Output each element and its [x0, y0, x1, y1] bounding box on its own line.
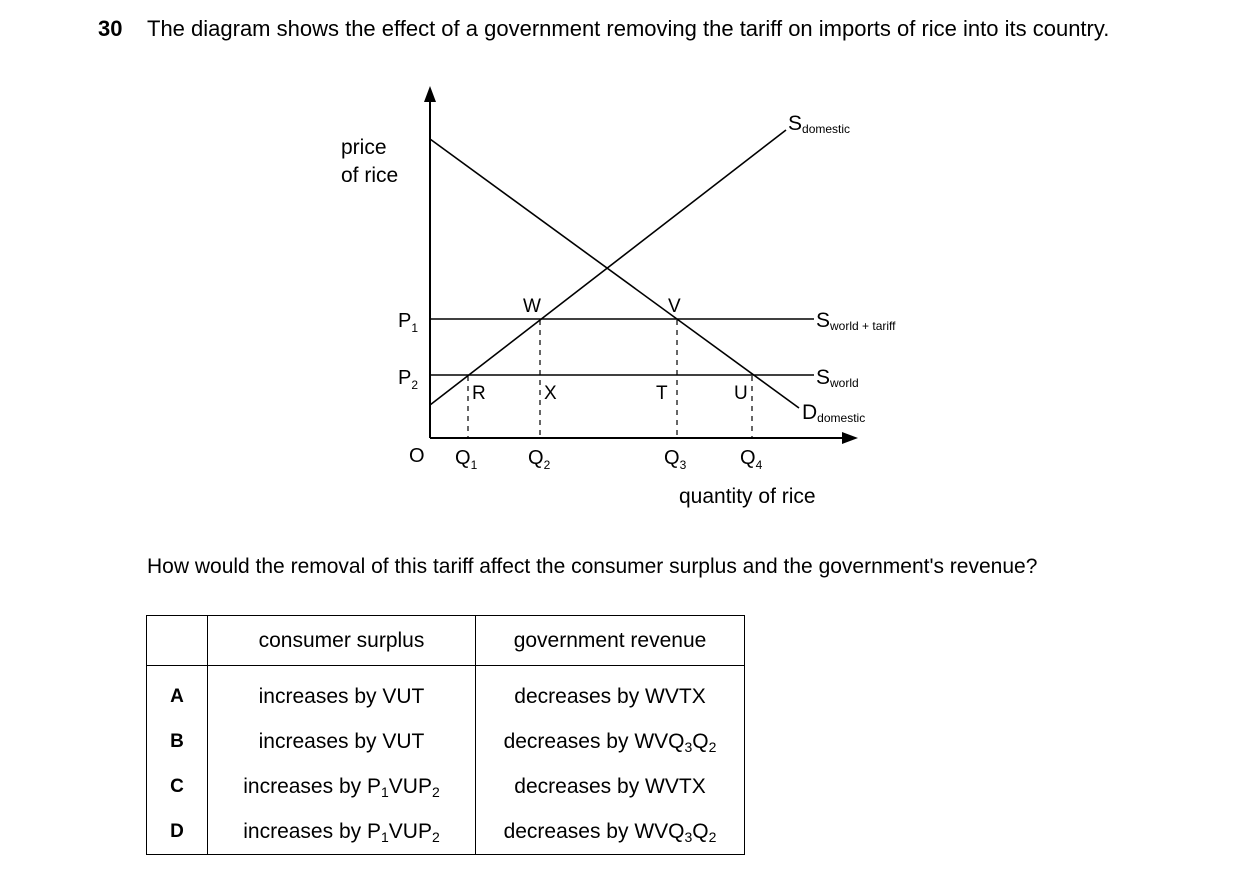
answer-options-table [146, 615, 745, 855]
q4-label: $Q_4$ [740, 447, 763, 472]
y-axis-label-line2: of rice [341, 164, 399, 187]
header-empty-cell [147, 616, 208, 666]
q3-label: $Q_3$ [664, 447, 687, 472]
option-government-revenue: decreases by $WVQ_3Q_2$ [476, 719, 745, 764]
table-header-row [147, 616, 745, 666]
option-row-b[interactable] [147, 719, 745, 764]
option-row-a[interactable] [147, 666, 745, 720]
point-t-label: T [656, 383, 668, 404]
question-text: How would the removal of this tariff affect the consumer surplus and the government's revenue? [147, 555, 1038, 578]
option-letter: D [147, 809, 208, 855]
point-v-label: V [668, 296, 681, 317]
option-consumer-surplus: increases by $P_1VUP_2$ [208, 809, 476, 855]
option-letter: A [147, 666, 208, 720]
s-world-tariff-label: Sworld + tariff [816, 309, 896, 333]
option-row-d[interactable] [147, 809, 745, 855]
question-number: 30 [98, 16, 123, 41]
s-domestic-label: Sdomestic [788, 112, 851, 136]
option-consumer-surplus: increases by VUT [208, 666, 476, 720]
s-world-label: Sworld [816, 366, 859, 390]
option-row-c[interactable] [147, 764, 745, 809]
q2-label: $Q_2$ [528, 447, 551, 472]
origin-label: O [409, 445, 425, 467]
point-x-label: X [544, 383, 557, 404]
d-domestic-label: Ddomestic [802, 401, 866, 425]
d-domestic-line [430, 139, 799, 408]
point-u-label: U [734, 383, 748, 404]
point-r-label: R [472, 383, 486, 404]
option-consumer-surplus: increases by $P_1VUP_2$ [208, 764, 476, 809]
q1-label: $Q_1$ [455, 447, 478, 472]
header-government-revenue: government revenue [476, 616, 745, 666]
header-consumer-surplus: consumer surplus [208, 616, 476, 666]
option-government-revenue: decreases by WVTX [476, 666, 745, 720]
option-government-revenue: decreases by WVTX [476, 764, 745, 809]
x-axis-label: quantity of rice [679, 485, 816, 508]
p1-label: $P_1$ [398, 310, 419, 335]
p2-label: $P_2$ [398, 367, 419, 392]
option-consumer-surplus: increases by VUT [208, 719, 476, 764]
s-domestic-line [430, 130, 786, 405]
point-w-label: W [523, 296, 541, 317]
option-letter: B [147, 719, 208, 764]
option-government-revenue: decreases by $WVQ_3Q_2$ [476, 809, 745, 855]
y-axis-label-line1: price [341, 136, 387, 159]
y-axis-arrowhead [424, 86, 436, 102]
x-axis-arrowhead [842, 432, 858, 444]
question-intro: The diagram shows the effect of a government removing the tariff on imports of rice into its country. [147, 16, 1110, 41]
option-letter: C [147, 764, 208, 809]
